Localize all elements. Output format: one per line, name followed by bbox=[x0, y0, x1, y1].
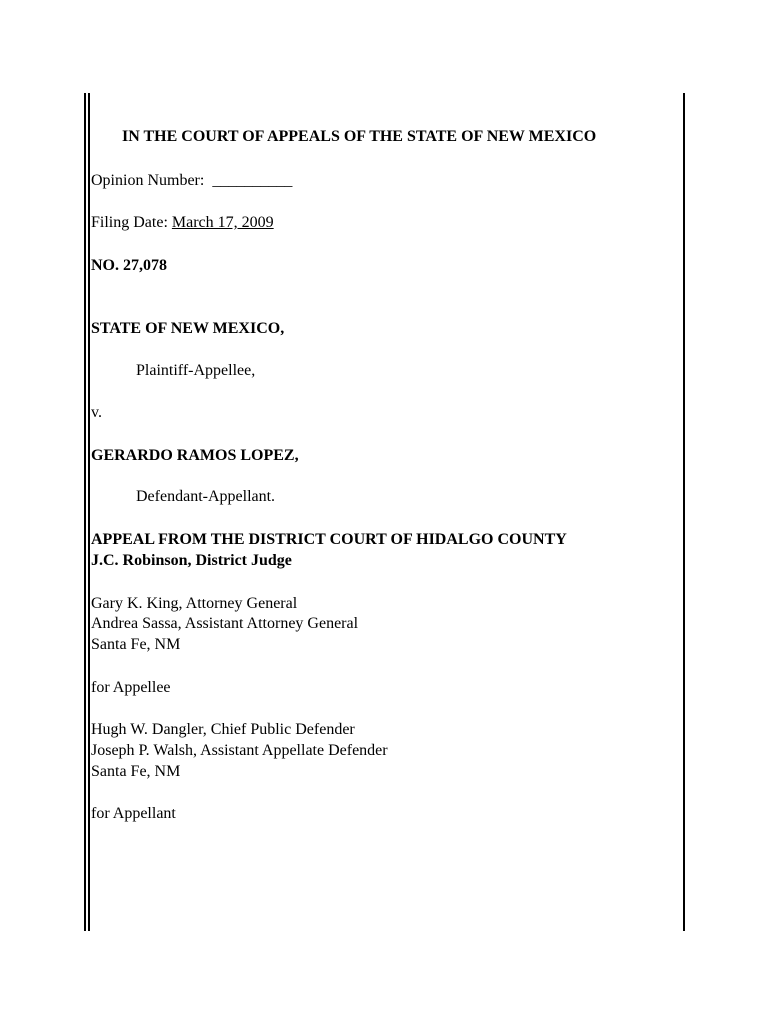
opinion-number-value: __________ bbox=[212, 172, 293, 189]
appellee-counsel-line: Andrea Sassa, Assistant Attorney General bbox=[91, 615, 359, 632]
versus: v. bbox=[91, 404, 102, 421]
opinion-number bbox=[91, 171, 292, 191]
filing-date bbox=[91, 213, 274, 233]
plaintiff-role: Plaintiff-Appellee, bbox=[136, 362, 256, 379]
for-appellant: for Appellant bbox=[91, 805, 176, 822]
left-margin-rule-outer bbox=[84, 93, 86, 931]
appellant-counsel-line: Hugh W. Dangler, Chief Public Defender bbox=[91, 721, 355, 738]
filing-date-label: Filing Date: bbox=[91, 214, 168, 231]
appeal-from: APPEAL FROM THE DISTRICT COURT OF HIDALGO COUNTY bbox=[91, 531, 567, 548]
district-judge: J.C. Robinson, District Judge bbox=[91, 552, 292, 569]
appellee-counsel-line: Gary K. King, Attorney General bbox=[91, 595, 298, 612]
left-margin-rule-inner bbox=[88, 93, 90, 931]
court-title: IN THE COURT OF APPEALS OF THE STATE OF NEW MEXICO bbox=[122, 128, 597, 145]
for-appellee: for Appellee bbox=[91, 679, 171, 696]
appellant-counsel-line: Santa Fe, NM bbox=[91, 763, 181, 780]
plaintiff-name: STATE OF NEW MEXICO, bbox=[91, 320, 285, 337]
appellee-counsel-line: Santa Fe, NM bbox=[91, 636, 181, 653]
right-margin-rule bbox=[683, 93, 685, 931]
appellant-counsel-line: Joseph P. Walsh, Assistant Appellate Defender bbox=[91, 742, 388, 759]
defendant-role: Defendant-Appellant. bbox=[136, 488, 276, 505]
opinion-number-label: Opinion Number: bbox=[91, 172, 205, 189]
case-number: NO. 27,078 bbox=[91, 257, 167, 274]
filing-date-value: March 17, 2009 bbox=[171, 214, 274, 231]
defendant-name: GERARDO RAMOS LOPEZ, bbox=[91, 447, 299, 464]
